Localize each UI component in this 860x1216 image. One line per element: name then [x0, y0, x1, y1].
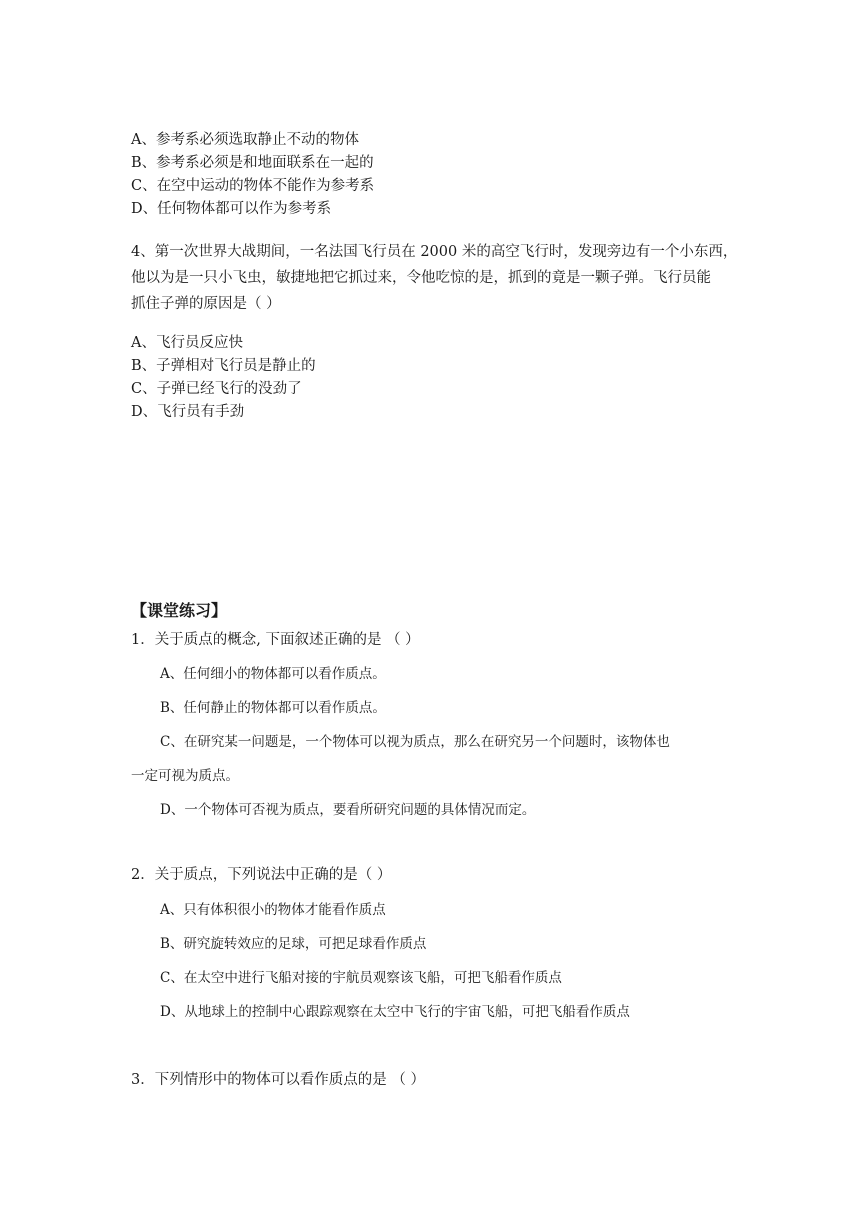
ex1-option-a: A、任何细小的物体都可以看作质点。	[160, 666, 386, 682]
q4-stem-line-1: 4、第一次世界大战期间，一名法国飞行员在 2000 米的高空飞行时，发现旁边有一个小东西，	[131, 244, 738, 260]
section-title: 【课堂练习】	[131, 601, 228, 620]
q3-option-b: B、参考系必须是和地面联系在一起的	[131, 155, 374, 171]
ex2-option-b: B、研究旋转效应的足球，可把足球看作质点	[160, 936, 427, 952]
ex1-option-c: C、在研究某一问题是，一个物体可以视为质点，那么在研究另一个问题时，该物体也	[160, 734, 670, 750]
ex1-option-d: D、一个物体可否视为质点，要看所研究问题的具体情况而定。	[160, 802, 536, 818]
q4-option-d: D、飞行员有手劲	[131, 404, 245, 420]
ex2-question: 2．关于质点，下列说法中正确的是（ ）	[131, 867, 392, 883]
q4-stem-line-3: 抓住子弹的原因是（ ）	[131, 296, 281, 312]
q4-option-a: A、飞行员反应快	[131, 335, 243, 351]
ex2-option-c: C、在太空中进行飞船对接的宇航员观察该飞船，可把飞船看作质点	[160, 970, 562, 986]
ex1-option-c-cont: 一定可视为质点。	[131, 768, 239, 784]
q4-option-b: B、子弹相对飞行员是静止的	[131, 358, 316, 374]
ex1-option-b: B、任何静止的物体都可以看作质点。	[160, 700, 386, 716]
q3-option-c: C、在空中运动的物体不能作为参考系	[131, 178, 375, 194]
ex2-option-a: A、只有体积很小的物体才能看作质点	[160, 902, 386, 918]
q3-option-d: D、任何物体都可以作为参考系	[131, 201, 332, 217]
q4-option-c: C、子弹已经飞行的没劲了	[131, 381, 302, 397]
q3-option-a: A、参考系必须选取静止不动的物体	[131, 132, 359, 148]
ex3-question: 3．下列情形中的物体可以看作质点的是 （ ）	[131, 1072, 425, 1088]
q4-stem-line-2: 他以为是一只小飞虫，敏捷地把它抓过来，令他吃惊的是，抓到的竟是一颗子弹。飞行员能	[131, 270, 711, 286]
ex1-question: 1．关于质点的概念, 下面叙述正确的是 （ ）	[131, 632, 420, 648]
ex2-option-d: D、从地球上的控制中心跟踪观察在太空中飞行的宇宙飞船，可把飞船看作质点	[160, 1004, 630, 1020]
